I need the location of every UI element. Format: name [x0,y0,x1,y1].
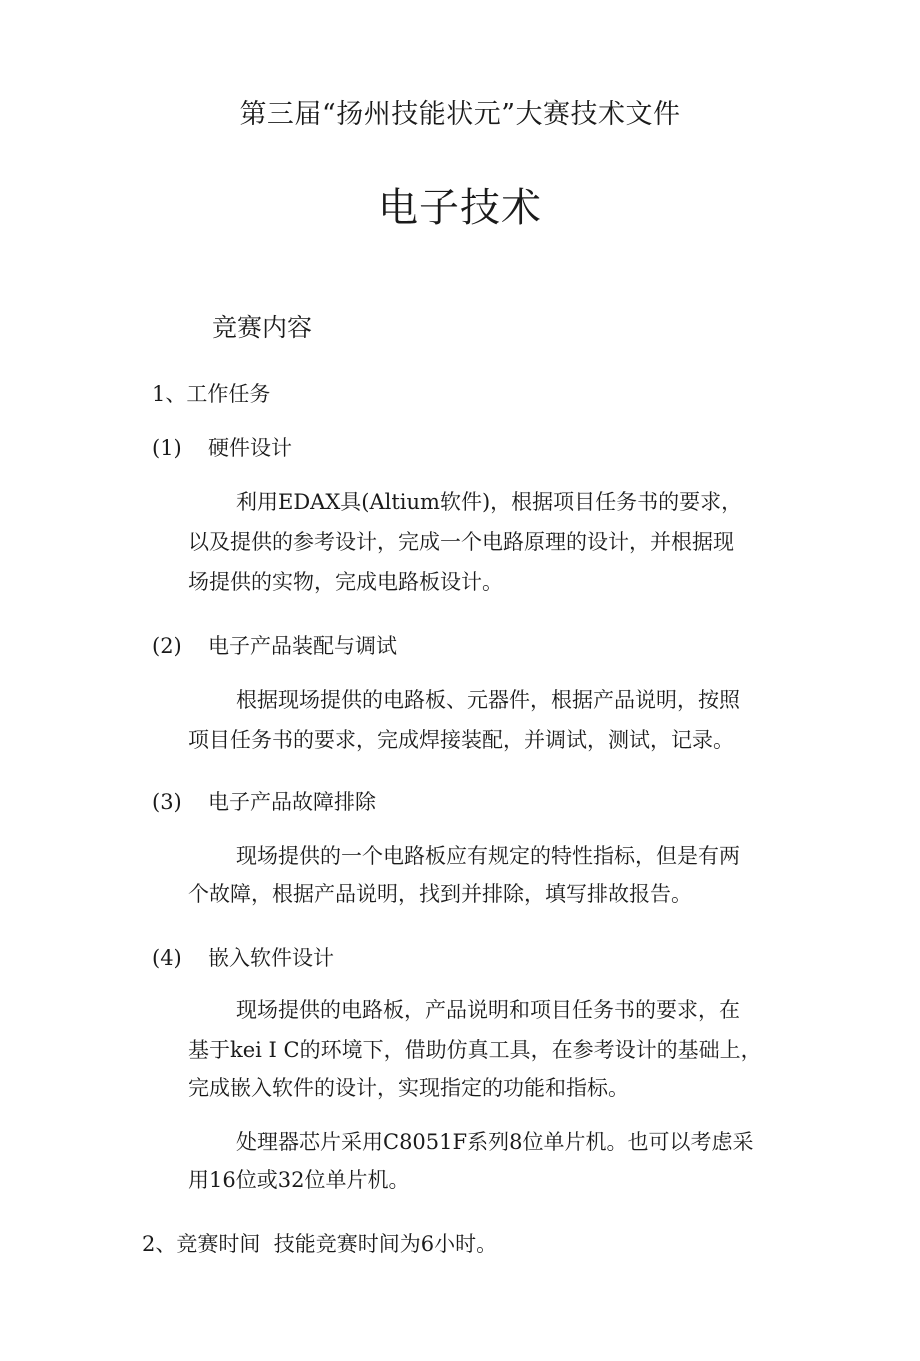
subtask-4-line-2: 基于kei I C的环境下，借助仿真工具，在参考设计的基础上， [188,1038,762,1062]
subtask-3-heading [152,786,376,816]
subtask-2-line-2: 项目任务书的要求，完成焊接装配，并调试，测试，记录。 [188,728,734,752]
time-section [142,1228,497,1258]
subtask-3-line-1: 现场提供的一个电路板应有规定的特性指标，但是有两 [236,844,740,868]
subtask-1-line-3: 场提供的实物，完成电路板设计。 [188,570,503,594]
subtask-4-extra-line-1: 处理器芯片采用C8051F系列8位单片机。也可以考虑采 [236,1130,754,1154]
subtask-4-title: 嵌入软件设计 [208,946,334,970]
document-title: 第三届“扬州技能状元”大赛技术文件 [239,99,681,130]
subtask-4-extra-line-2: 用16位或32位单片机。 [188,1168,410,1192]
task-heading: 1、工作任务 [152,382,271,406]
main-title: 电子技术 [378,185,542,231]
subtask-2-number: (2) [152,634,182,658]
subtask-1-line-2: 以及提供的参考设计，完成一个电路原理的设计，并根据现 [188,530,734,554]
time-text: 技能竞赛时间为6小时。 [273,1232,498,1256]
subtask-1-number: (1) [152,436,182,460]
subtask-2-line-1: 根据现场提供的电路板、元器件，根据产品说明，按照 [236,688,740,712]
subtask-1-title: 硬件设计 [208,436,292,460]
subtask-4-line-3: 完成嵌入软件的设计，实现指定的功能和指标。 [188,1076,629,1100]
subtask-4-heading [152,942,334,972]
subtask-2-title: 电子产品装配与调试 [208,634,397,658]
subtask-4-number: (4) [152,946,182,970]
subtask-1-line-1: 利用EDAX具(Altium软件)，根据项目任务书的要求， [236,490,743,514]
subtask-3-title: 电子产品故障排除 [208,790,376,814]
subtask-2-heading [152,630,397,660]
subtask-3-number: (3) [152,790,182,814]
subtask-4-line-1: 现场提供的电路板，产品说明和项目任务书的要求，在 [236,998,740,1022]
section-heading: 竞赛内容 [212,313,313,342]
subtask-3-line-2: 个故障，根据产品说明，找到并排除，填写排故报告。 [188,882,692,906]
time-heading: 2、竞赛时间 [142,1232,261,1256]
subtask-1-heading [152,432,292,462]
